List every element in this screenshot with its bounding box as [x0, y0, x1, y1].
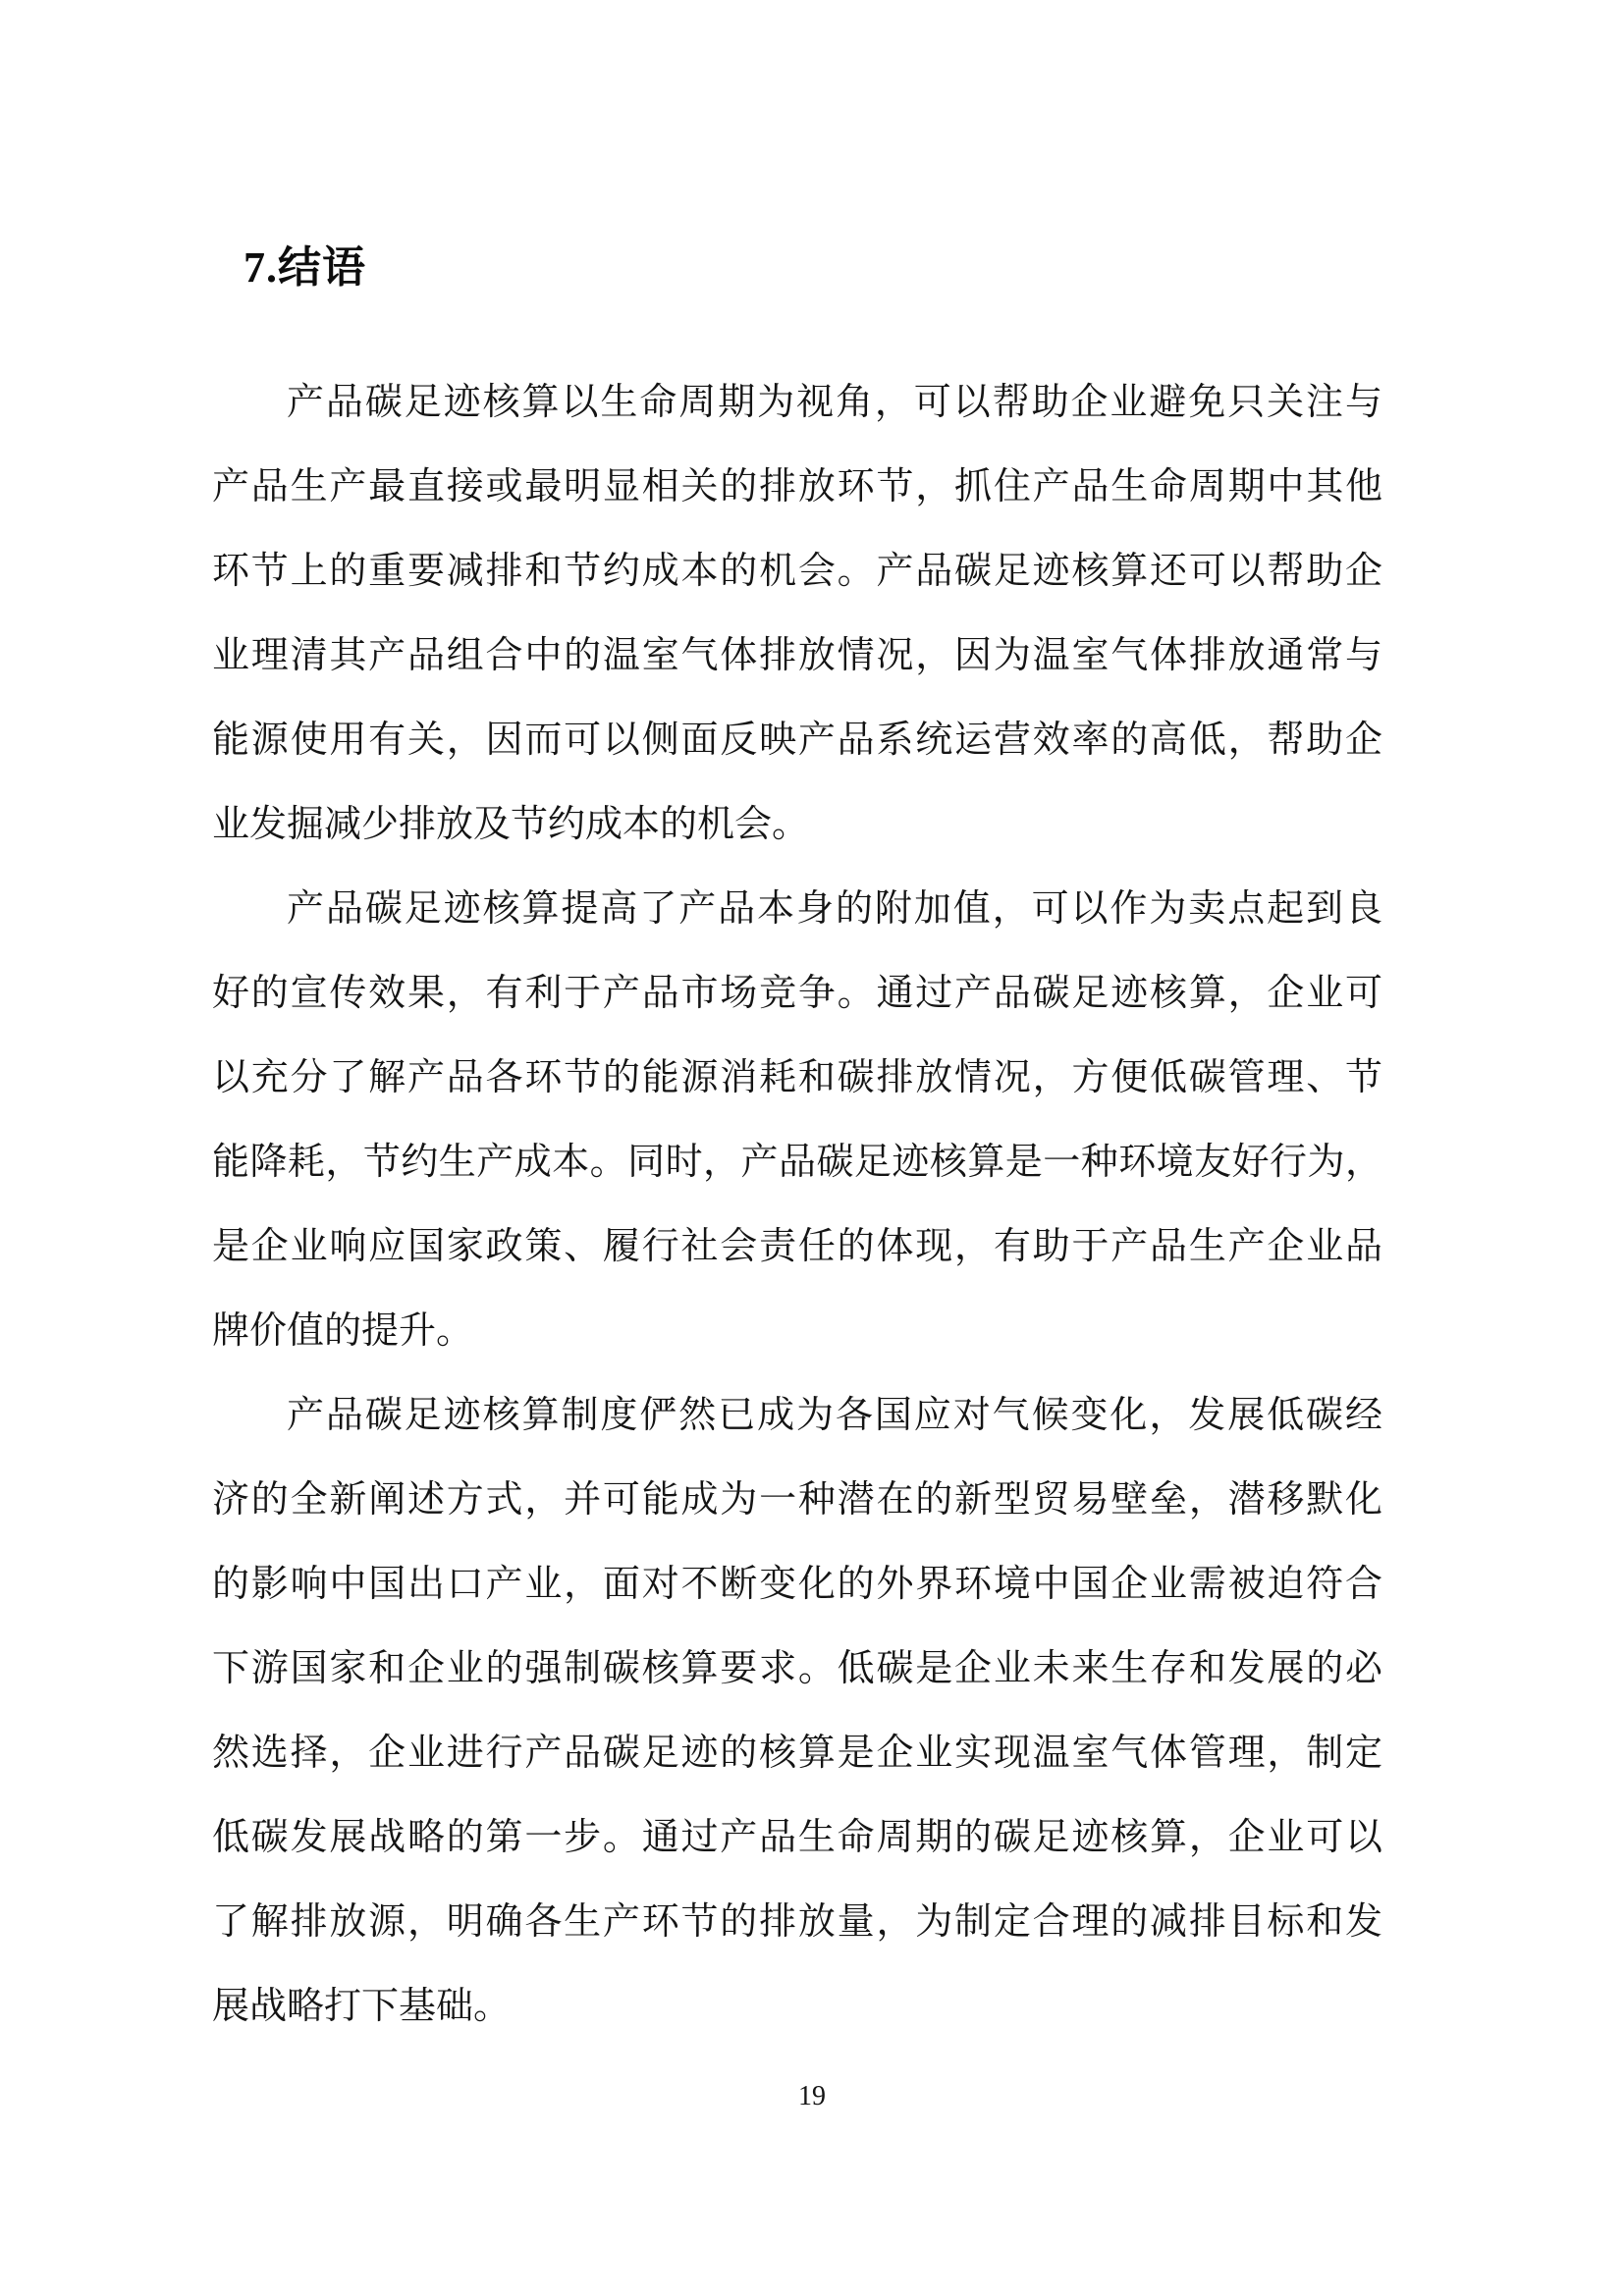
- text-line: 低碳发展战略的第一步。通过产品生命周期的碳足迹核算，企业可以: [212, 1817, 1382, 1858]
- text-line: 业理清其产品组合中的温室气体排放情况，因为温室气体排放通常与: [212, 635, 1382, 676]
- text-line: 牌价值的提升。: [212, 1310, 474, 1352]
- document-body: [212, 360, 1382, 2049]
- text-line: 以充分了解产品各环节的能源消耗和碳排放情况，方便低碳管理、节: [212, 1057, 1382, 1098]
- text-line: 产品碳足迹核算提高了产品本身的附加值，可以作为卖点起到良: [287, 888, 1382, 930]
- page-number: 19: [798, 2081, 826, 2111]
- text-line: 产品碳足迹核算制度俨然已成为各国应对气候变化，发展低碳经: [287, 1395, 1382, 1436]
- paragraph: [212, 1373, 1382, 2049]
- text-line: 产品碳足迹核算以生命周期为视角，可以帮助企业避免只关注与: [287, 382, 1382, 423]
- text-line: 能源使用有关，因而可以侧面反映产品系统运营效率的高低，帮助企: [212, 720, 1382, 761]
- paragraph: [212, 360, 1382, 867]
- text-line: 能降耗，节约生产成本。同时，产品碳足迹核算是一种环境友好行为，: [212, 1142, 1382, 1183]
- text-line: 展战略打下基础。: [212, 1986, 512, 2027]
- text-line: 是企业响应国家政策、履行社会责任的体现，有助于产品生产企业品: [212, 1226, 1382, 1267]
- text-line: 然选择，企业进行产品碳足迹的核算是企业实现温室气体管理，制定: [212, 1733, 1382, 1774]
- text-line: 的影响中国出口产业，面对不断变化的外界环境中国企业需被迫符合: [212, 1564, 1382, 1605]
- text-line: 环节上的重要减排和节约成本的机会。产品碳足迹核算还可以帮助企: [212, 551, 1382, 592]
- text-line: 产品生产最直接或最明显相关的排放环节，抓住产品生命周期中其他: [212, 466, 1382, 507]
- section-heading: 7.结语: [244, 243, 366, 292]
- text-line: 济的全新阐述方式，并可能成为一种潜在的新型贸易壁垒，潜移默化: [212, 1479, 1382, 1521]
- paragraph: [212, 867, 1382, 1373]
- text-line: 下游国家和企业的强制碳核算要求。低碳是企业未来生存和发展的必: [212, 1648, 1382, 1689]
- text-line: 业发掘减少排放及节约成本的机会。: [212, 804, 810, 845]
- text-line: 了解排放源，明确各生产环节的排放量，为制定合理的减排目标和发: [212, 1901, 1382, 1943]
- text-line: 好的宣传效果，有利于产品市场竞争。通过产品碳足迹核算，企业可: [212, 973, 1382, 1014]
